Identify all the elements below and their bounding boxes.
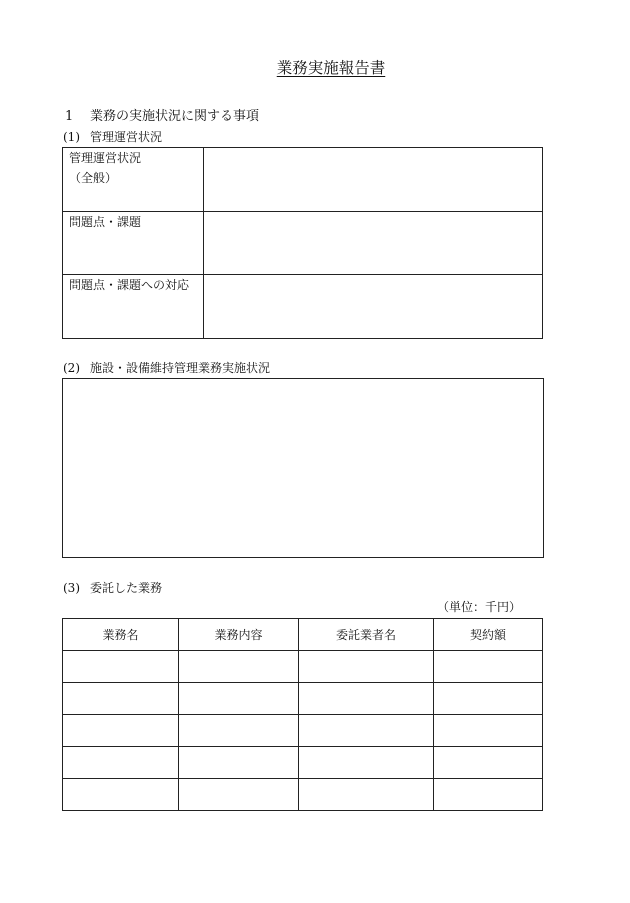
table-cell[interactable] [63, 779, 179, 811]
table-cell[interactable] [63, 651, 179, 683]
subsection-3-number: (3) [63, 581, 80, 595]
table-row [63, 148, 543, 212]
table-cell[interactable] [299, 683, 434, 715]
issue-response-field[interactable] [204, 275, 543, 339]
table-cell[interactable] [434, 683, 543, 715]
section-number: 1 [65, 109, 74, 124]
issues-field[interactable] [204, 212, 543, 275]
table-cell[interactable] [434, 779, 543, 811]
document-title: 業務実施報告書 [276, 59, 386, 77]
table-cell[interactable] [179, 747, 299, 779]
column-header-contract-amount: 契約額 [434, 619, 543, 651]
table-row [63, 275, 543, 339]
table-cell[interactable] [299, 779, 434, 811]
row-label-text: 問題点・課題 [69, 215, 142, 229]
table-cell[interactable] [179, 715, 299, 747]
table-cell[interactable] [299, 651, 434, 683]
table-cell[interactable] [179, 779, 299, 811]
table-row [63, 683, 543, 715]
facility-maintenance-field[interactable] [62, 378, 544, 558]
table-cell[interactable] [63, 715, 179, 747]
table-cell[interactable] [434, 651, 543, 683]
table-cell[interactable] [299, 715, 434, 747]
column-header-work-content: 業務内容 [179, 619, 299, 651]
subsection-3-heading: 委託した業務 [90, 581, 163, 595]
table-row [63, 747, 543, 779]
table-row [63, 715, 543, 747]
subsection-2-heading: 施設・設備維持管理業務実施状況 [90, 361, 271, 375]
table-row [63, 212, 543, 275]
table-cell[interactable] [434, 747, 543, 779]
subsection-1-number: (1) [63, 130, 80, 144]
row-label-issues [63, 212, 204, 275]
table-cell[interactable] [434, 715, 543, 747]
table-cell[interactable] [179, 683, 299, 715]
unit-note: （単位：千円） [436, 600, 521, 614]
table-row [63, 779, 543, 811]
row-label-text: 問題点・課題への対応 [69, 278, 190, 292]
row-label-issue-response [63, 275, 204, 339]
table-row [63, 651, 543, 683]
subsection-2-number: (2) [63, 361, 80, 375]
outsourced-work-table [62, 618, 543, 811]
column-header-work-name: 業務名 [63, 619, 179, 651]
table-cell[interactable] [63, 747, 179, 779]
section-heading: 業務の実施状況に関する事項 [90, 109, 260, 124]
table-cell[interactable] [179, 651, 299, 683]
row-label-management-status [63, 148, 204, 212]
row-label-note: （全般） [69, 171, 118, 185]
table-cell[interactable] [299, 747, 434, 779]
table-cell[interactable] [63, 683, 179, 715]
subsection-1-heading: 管理運営状況 [90, 130, 163, 144]
column-header-contractor-name: 委託業者名 [299, 619, 434, 651]
management-status-table [62, 147, 543, 339]
table-header-row [63, 619, 543, 651]
management-status-field[interactable] [204, 148, 543, 212]
row-label-text: 管理運営状況 [69, 151, 142, 165]
